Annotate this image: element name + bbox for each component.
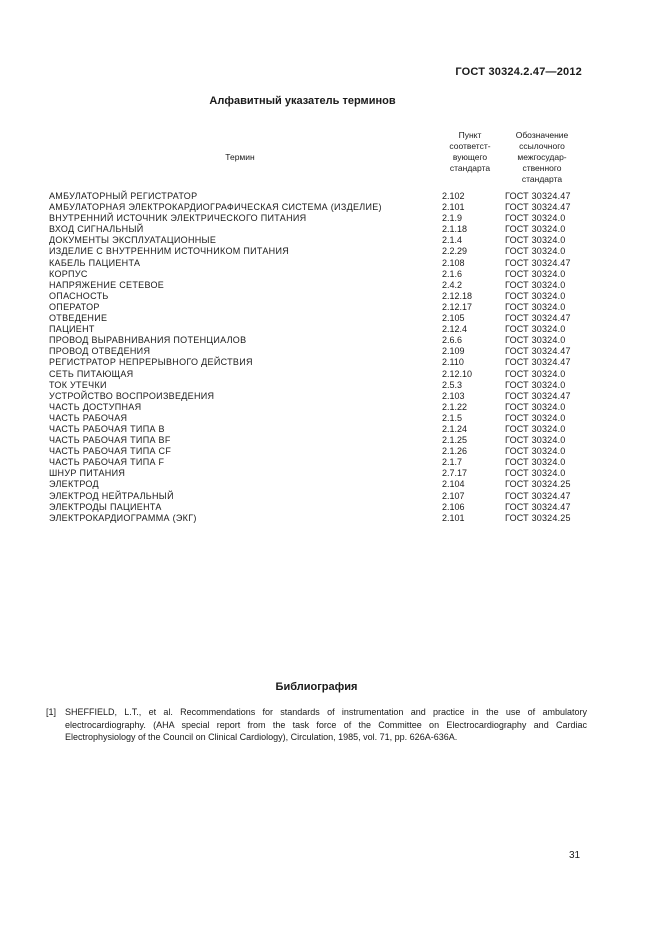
term-cell: ПРОВОД ОТВЕДЕНИЯ	[49, 346, 151, 357]
clause-cell: 2.12.10	[442, 368, 473, 379]
reference-cell: ГОСТ 30324.47	[505, 501, 571, 512]
reference-cell: ГОСТ 30324.47	[505, 390, 571, 401]
column-header-clause	[436, 130, 504, 174]
table-row	[49, 457, 589, 468]
term-cell: ТОК УТЕЧКИ	[49, 379, 107, 390]
reference-cell: ГОСТ 30324.0	[505, 301, 566, 312]
clause-cell: 2.101	[442, 202, 465, 213]
table-row	[49, 391, 589, 402]
bibliography-title: Библиография	[275, 681, 358, 693]
table-row	[49, 280, 589, 291]
table-row	[49, 213, 589, 224]
column-header-clause-line: стандарта	[449, 163, 491, 173]
clause-cell: 2.6.6	[442, 335, 463, 346]
reference-cell: ГОСТ 30324.47	[505, 346, 571, 357]
reference-cell: ГОСТ 30324.47	[505, 357, 571, 368]
term-cell: ДОКУМЕНТЫ ЭКСПЛУАТАЦИОННЫЕ	[49, 235, 217, 246]
reference-cell: ГОСТ 30324.0	[505, 324, 566, 335]
term-cell: ЧАСТЬ РАБОЧАЯ	[49, 412, 128, 423]
bibliography-entry	[46, 706, 587, 744]
clause-cell: 2.1.25	[442, 435, 468, 446]
reference-cell: ГОСТ 30324.0	[505, 457, 566, 468]
table-row	[49, 313, 589, 324]
bibliography-entry-number: [1]	[46, 707, 57, 717]
clause-cell: 2.110	[442, 357, 464, 368]
term-cell: ЭЛЕКТРОД НЕЙТРАЛЬНЫЙ	[49, 490, 174, 501]
index-title: Алфавитный указатель терминов	[209, 95, 396, 107]
reference-cell: ГОСТ 30324.0	[505, 379, 566, 390]
reference-cell: ГОСТ 30324.0	[505, 224, 566, 235]
term-cell: ЧАСТЬ РАБОЧАЯ ТИПА BF	[49, 435, 171, 446]
reference-cell: ГОСТ 30324.0	[505, 435, 566, 446]
reference-cell: ГОСТ 30324.47	[505, 490, 571, 501]
table-row	[49, 468, 589, 479]
document-code: ГОСТ 30324.2.47—2012	[455, 66, 582, 78]
clause-cell: 2.109	[442, 346, 465, 357]
term-cell: РЕГИСТРАТОР НЕПРЕРЫВНОГО ДЕЙСТВИЯ	[49, 357, 253, 368]
term-cell: КАБЕЛЬ ПАЦИЕНТА	[49, 257, 141, 268]
table-row	[49, 380, 589, 391]
clause-cell: 2.1.26	[442, 446, 468, 457]
column-header-reference-line: ссылочного	[519, 141, 565, 151]
clause-cell: 2.101	[442, 512, 465, 523]
clause-cell: 2.5.3	[442, 379, 463, 390]
table-row	[49, 246, 589, 257]
reference-cell: ГОСТ 30324.0	[505, 268, 566, 279]
table-row	[49, 202, 589, 213]
term-cell: КОРПУС	[49, 268, 88, 279]
reference-cell: ГОСТ 30324.0	[505, 401, 566, 412]
clause-cell: 2.1.24	[442, 423, 468, 434]
reference-cell: ГОСТ 30324.47	[505, 202, 571, 213]
table-row	[49, 369, 589, 380]
table-row	[49, 324, 589, 335]
term-cell: ЧАСТЬ РАБОЧАЯ ТИПА F	[49, 457, 165, 468]
term-cell: АМБУЛАТОРНАЯ ЭЛЕКТРОКАРДИОГРАФИЧЕСКАЯ СИСТЕМА (ИЗДЕЛИЕ)	[49, 202, 382, 213]
reference-cell: ГОСТ 30324.0	[505, 279, 566, 290]
table-row	[49, 502, 589, 513]
clause-cell: 2.2.29	[442, 246, 468, 257]
reference-cell: ГОСТ 30324.0	[505, 468, 566, 479]
table-row	[49, 446, 589, 457]
clause-cell: 2.106	[442, 501, 465, 512]
term-cell: ЭЛЕКТРОДЫ ПАЦИЕНТА	[49, 501, 162, 512]
term-cell: ВНУТРЕННИЙ ИСТОЧНИК ЭЛЕКТРИЧЕСКОГО ПИТАНИЯ	[49, 213, 307, 224]
table-row	[49, 291, 589, 302]
term-cell: НАПРЯЖЕНИЕ СЕТЕВОЕ	[49, 279, 165, 290]
term-cell: ЧАСТЬ РАБОЧАЯ ТИПА В	[49, 423, 165, 434]
clause-cell: 2.104	[442, 479, 465, 490]
table-row	[49, 413, 589, 424]
reference-cell: ГОСТ 30324.25	[505, 512, 571, 523]
column-header-term: Термин	[225, 152, 255, 162]
clause-cell: 2.1.5	[442, 412, 463, 423]
table-row	[49, 402, 589, 413]
table-row	[49, 258, 589, 269]
table-row	[49, 346, 589, 357]
table-row	[49, 491, 589, 502]
term-cell: ЭЛЕКТРОКАРДИОГРАММА (ЭКГ)	[49, 512, 197, 523]
column-header-reference	[503, 130, 581, 185]
table-row	[49, 435, 589, 446]
clause-cell: 2.1.18	[442, 224, 468, 235]
table-row	[49, 357, 589, 368]
reference-cell: ГОСТ 30324.47	[505, 313, 571, 324]
page-number: 31	[569, 850, 581, 861]
table-row	[49, 235, 589, 246]
clause-cell: 2.1.4	[442, 235, 463, 246]
reference-cell: ГОСТ 30324.0	[505, 423, 566, 434]
reference-cell: ГОСТ 30324.0	[505, 368, 566, 379]
clause-cell: 2.1.7	[442, 457, 463, 468]
term-cell: ВХОД СИГНАЛЬНЫЙ	[49, 224, 144, 235]
clause-cell: 2.108	[442, 257, 465, 268]
column-header-clause-line: Пункт	[458, 130, 482, 140]
clause-cell: 2.12.4	[442, 324, 468, 335]
term-cell: ШНУР ПИТАНИЯ	[49, 468, 126, 479]
clause-cell: 2.7.17	[442, 468, 468, 479]
term-cell: ОТВЕДЕНИЕ	[49, 313, 108, 324]
term-cell: СЕТЬ ПИТАЮЩАЯ	[49, 368, 134, 379]
reference-cell: ГОСТ 30324.0	[505, 235, 566, 246]
reference-cell: ГОСТ 30324.0	[505, 213, 566, 224]
column-header-reference-line: Обозначение	[515, 130, 569, 140]
terms-table	[49, 191, 589, 524]
table-row	[49, 269, 589, 280]
table-row	[49, 191, 589, 202]
term-cell: ПРОВОД ВЫРАВНИВАНИЯ ПОТЕНЦИАЛОВ	[49, 335, 247, 346]
table-row	[49, 424, 589, 435]
bibliography-entry-text: SHEFFIELD, L.T., et al. Recommendations for standards of instrumentation and practice in the use of ambulatory electrocardiography. (AHA special report from the task force of the Committee on Electrocardiography and Cardiac Electrophysiology of the Council on Clinical Cardiology), Circulation, 1985, vol. 71, pp. 626A-636A.	[65, 707, 587, 742]
term-cell: ЧАСТЬ РАБОЧАЯ ТИПА CF	[49, 446, 172, 457]
term-cell: ПАЦИЕНТ	[49, 324, 95, 335]
term-cell: ИЗДЕЛИЕ С ВНУТРЕННИМ ИСТОЧНИКОМ ПИТАНИЯ	[49, 246, 290, 257]
table-row	[49, 479, 589, 490]
column-header-clause-line: вующего	[452, 152, 488, 162]
reference-cell: ГОСТ 30324.0	[505, 246, 566, 257]
column-header-reference-line: межгосудар-	[517, 152, 567, 162]
reference-cell: ГОСТ 30324.47	[505, 191, 571, 201]
table-row	[49, 335, 589, 346]
clause-cell: 2.107	[442, 490, 465, 501]
clause-cell: 2.1.6	[442, 268, 463, 279]
column-header-clause-line: соответст-	[449, 141, 491, 151]
term-cell: УСТРОЙСТВО ВОСПРОИЗВЕДЕНИЯ	[49, 390, 215, 401]
clause-cell: 2.1.9	[442, 213, 463, 224]
column-header-reference-line: стандарта	[521, 174, 563, 184]
clause-cell: 2.103	[442, 390, 465, 401]
clause-cell: 2.4.2	[442, 279, 463, 290]
table-row	[49, 224, 589, 235]
reference-cell: ГОСТ 30324.47	[505, 257, 571, 268]
clause-cell: 2.12.17	[442, 301, 473, 312]
column-header-reference-line: ственного	[522, 163, 562, 173]
term-cell: ОПАСНОСТЬ	[49, 290, 109, 301]
table-row	[49, 513, 589, 524]
reference-cell: ГОСТ 30324.0	[505, 290, 566, 301]
term-cell: ЭЛЕКТРОД	[49, 479, 99, 490]
clause-cell: 2.12.18	[442, 290, 473, 301]
reference-cell: ГОСТ 30324.0	[505, 335, 566, 346]
reference-cell: ГОСТ 30324.0	[505, 412, 566, 423]
clause-cell: 2.1.22	[442, 401, 468, 412]
reference-cell: ГОСТ 30324.0	[505, 446, 566, 457]
term-cell: ОПЕРАТОР	[49, 301, 100, 312]
table-row	[49, 302, 589, 313]
clause-cell: 2.102	[442, 191, 465, 201]
clause-cell: 2.105	[442, 313, 465, 324]
reference-cell: ГОСТ 30324.25	[505, 479, 571, 490]
term-cell: ЧАСТЬ ДОСТУПНАЯ	[49, 401, 142, 412]
term-cell: АМБУЛАТОРНЫЙ РЕГИСТРАТОР	[49, 191, 198, 201]
